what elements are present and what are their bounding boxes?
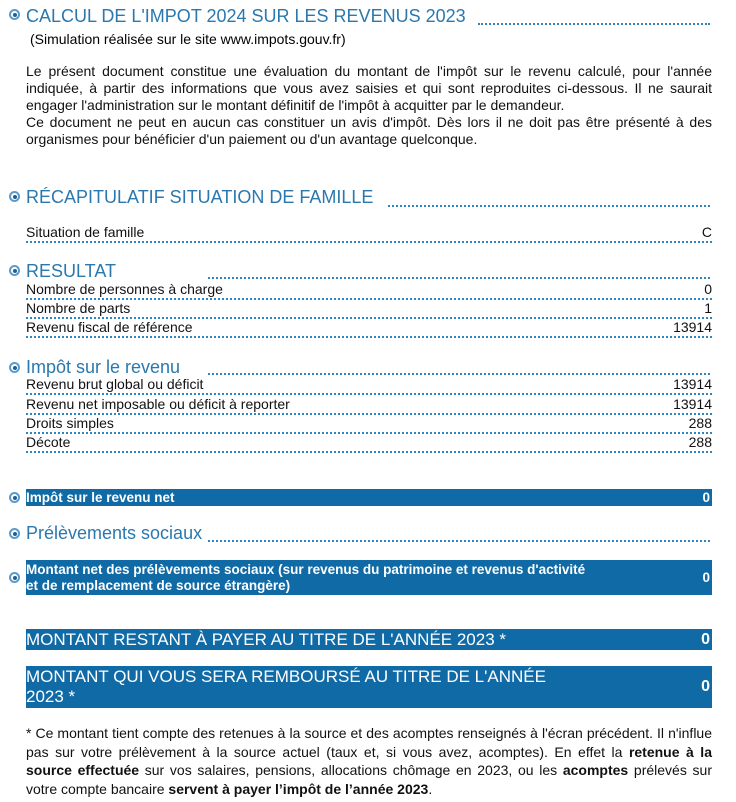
impot-net-bar <box>26 489 712 506</box>
montant-restant-banner <box>26 629 712 650</box>
table-row <box>26 434 712 453</box>
prelevements-net-label: Montant net des prélèvements sociaux (sur revenus du patrimoine et revenus d'activité et de remplacement de source étrangère) <box>26 561 586 593</box>
row-value: 13914 <box>673 319 712 335</box>
row-value: 288 <box>688 434 712 450</box>
section-bullet-icon <box>9 9 20 20</box>
heading-dotted-rule <box>208 373 710 375</box>
row-label: Revenu fiscal de référence <box>26 319 193 335</box>
section-title-famille: RÉCAPITULATIF SITUATION DE FAMILLE <box>26 187 374 207</box>
table-row <box>26 396 712 415</box>
table-row <box>26 376 712 395</box>
prelevements-net-value: 0 <box>702 569 710 585</box>
row-value: 13914 <box>673 376 712 392</box>
footnote-text-1: * Ce montant tient compte des retenues à la source et des acomptes renseignés à l'écran précédent. Il n'influe pas sur votre prélèvement à la source actuel (taux et, si vous avez, acomptes). En effet la <box>26 725 712 760</box>
heading-dotted-rule <box>208 277 710 279</box>
montant-rembourse-label: MONTANT QUI VOUS SERA REMBOURSÉ AU TITRE DE L'ANNÉE 2023 * <box>26 667 546 706</box>
footnote-text-3: prélevés sur votre compte bancaire <box>26 762 712 797</box>
footnote-text-2: sur vos salaires, pensions, allocations chômage en 2023, ou les <box>139 762 563 778</box>
footnote-text-4: . <box>428 780 433 797</box>
simulation-note: (Simulation réalisée sur le site www.impots.gouv.fr) <box>30 31 346 47</box>
row-label: Situation de famille <box>26 224 145 240</box>
footnote <box>26 724 712 798</box>
row-label: Nombre de parts <box>26 300 131 316</box>
row-value: 0 <box>704 281 712 297</box>
prelevements-net-bar <box>26 560 712 595</box>
section-bullet-icon <box>9 528 20 539</box>
montant-rembourse-banner <box>26 666 712 708</box>
section-bullet-icon <box>9 191 20 202</box>
impot-net-label: Impôt sur le revenu net <box>26 489 175 505</box>
row-label: Revenu net imposable ou déficit à reporter <box>26 396 290 412</box>
section-title-resultat: RESULTAT <box>26 261 117 281</box>
heading-dotted-rule <box>478 23 710 25</box>
disclaimer-paragraph <box>26 63 712 148</box>
disclaimer-text-2: Ce document ne peut en aucun cas constituer un avis d'impôt. Dès lors il ne doit pas être présenté à des organismes pour bénéficier d'un paiement ou d'un avantage quelconque. <box>26 114 712 147</box>
footnote-bold-2: acomptes <box>562 762 629 778</box>
section-bullet-icon <box>9 572 20 583</box>
row-label: Nombre de personnes à charge <box>26 281 223 297</box>
section-bullet-icon <box>9 362 20 373</box>
table-row <box>26 281 712 300</box>
footnote-bold-1: retenue à la source effectuée <box>26 743 712 778</box>
montant-restant-value: 0 <box>701 630 710 648</box>
section-title-impot: Impôt sur le revenu <box>26 357 181 377</box>
disclaimer-text-1: Le présent document constitue une évaluation du montant de l'impôt sur le revenu calculé, pour l'année indiquée, à partir des informations que vous avez saisies et qui sont reproduites ci-dessous. Il ne saurait engager l'administration sur le montant définitif de l'impôt à acquitter par le demandeur. <box>26 63 712 113</box>
table-row <box>26 319 712 338</box>
montant-restant-label: MONTANT RESTANT À PAYER AU TITRE DE L'ANNÉE 2023 * <box>26 629 507 649</box>
row-value: 288 <box>688 415 712 431</box>
impot-net-value: 0 <box>702 489 710 505</box>
row-label: Décote <box>26 434 71 450</box>
table-row <box>26 415 712 434</box>
footnote-bold-3: servent à payer l’impôt de l’année 2023 <box>168 780 429 797</box>
section-bullet-icon <box>9 265 20 276</box>
row-label: Droits simples <box>26 415 114 431</box>
table-row <box>26 300 712 319</box>
page-title: CALCUL DE L'IMPOT 2024 SUR LES REVENUS 2023 <box>26 6 466 26</box>
table-row <box>26 224 712 243</box>
heading-dotted-rule <box>208 540 710 542</box>
row-value: 13914 <box>673 396 712 412</box>
row-value: C <box>701 224 712 240</box>
row-label: Revenu brut global ou déficit <box>26 376 204 392</box>
montant-rembourse-value: 0 <box>701 678 710 695</box>
section-title-prelevements: Prélèvements sociaux <box>26 523 203 543</box>
row-value: 1 <box>704 300 712 316</box>
heading-dotted-rule <box>388 205 710 207</box>
section-bullet-icon <box>9 492 20 503</box>
